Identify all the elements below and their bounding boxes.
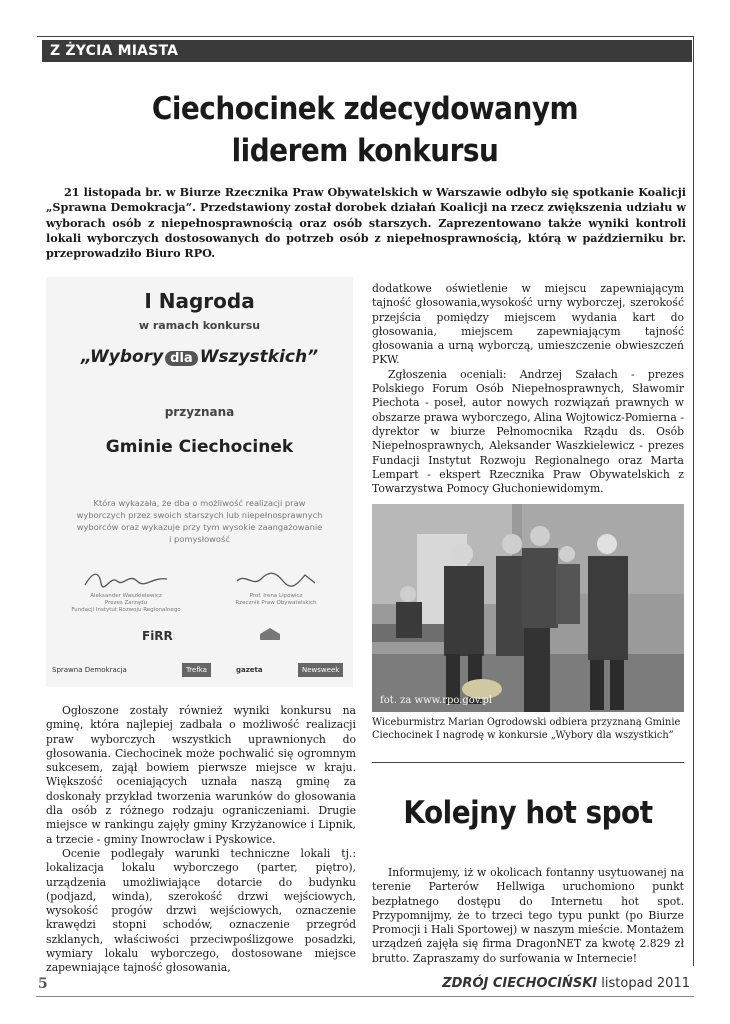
left-column-text (46, 704, 356, 976)
diploma-signature-1 (66, 569, 186, 614)
page-number: 5 (38, 976, 48, 992)
right-paragraph-1: dodatkowe oświetlenie w miejscu zapewniającym tajność głosowania,wysokość urny wyborczej, szerokość przejścia pomiędzy miejscem wydania kart do głosowania, miejscem zapewniającym tajność głosowania a urną wyborczą, umieszczenie obwieszczeń PKW. (372, 282, 684, 367)
article-lead: 21 listopada br. w Biurze Rzecznika Praw Obywatelskich w Warszawie odbyło się spotkanie Koalicji „Sprawna Demokracja”. Przedstawiony został dorobek działań Koalicji na rzecz zwiększenia udziału w wyborach osób z niepełnosprawnością oraz osób starszych. Zaprezentowano także wyniki kontroli lokali wyborczych dostosowanych do potrzeb osób z niepełnosprawnością, którą w październiku br. przeprowadziło Biuro RPO. (46, 185, 686, 261)
article-title-line-1: Ciechocinek zdecydowanym (151, 91, 579, 127)
photo-credit: fot. za www.rpo.gov.pl (380, 695, 493, 706)
signature-1-text: Aleksander Waszkielewicz Prezes Zarządu Fundacji Instytut Rozwoju Regionalnego (71, 593, 181, 613)
logo-newsweek: Newsweek (298, 663, 343, 677)
hotspot-article-title: Kolejny hot spot (403, 795, 653, 831)
article-title (40, 88, 690, 172)
signature-2-icon (231, 569, 321, 591)
diploma-awarded: przyznana (164, 405, 235, 419)
diploma-recipient: Gminie Ciechocinek (105, 437, 294, 457)
article-title-line-2: liderem konkursu (231, 133, 499, 169)
diploma-contest-before: „Wybory (80, 347, 164, 367)
publication-issue: listopad 2011 (601, 976, 690, 991)
rpo-emblem-icon (258, 627, 282, 641)
logo-trefka: Trefka (182, 663, 211, 677)
diploma-prize: I Nagroda (144, 289, 255, 313)
photo-caption: Wiceburmistrz Marian Ogrodowski odbiera przyznaną Gminie Ciechocinek I nagrodę w konkursie „Wybory dla wszystkich” (372, 717, 681, 741)
ceremony-photo-icon (372, 504, 684, 712)
hotspot-paragraph: Informujemy, iż w okolicach fontanny usytuowanej na terenie Parterów Hellwiga uruchomiono punkt bezpłatnego dostępu do Internetu hot spot. Przypomnijmy, że to trzeci tego typu punkt (po Biurze Promocji i Hali Sportowej) w naszym mieście. Montażem urządzeń zajęła się firma DragonNET za kwotę 2.829 zł brutto. Zapraszamy do surfowania w Internecie! (372, 866, 684, 965)
diploma-subtitle: w ramach konkursu (138, 319, 261, 332)
publication-name: ZDRÓJ CIECHOCIŃSKI (442, 976, 598, 991)
right-paragraph-2: Zgłoszenia oceniali: Andrzej Szałach - prezes Polskiego Forum Osób Niepełnosprawnych, Sławomir Piechota - poseł, autor nowych rozwiązań prawnych w obszarze prawa wyborczego, Alina Wojtowicz-Pomierna - dyrektor w biurze Pełnomocnika Rządu ds. Osób Niepełnosprawnych, Aleksander Waszkielewicz - prezes Fundacji Instytut Rozwoju Regionalnego oraz Marta Lempart - ekspert Rzecznika Praw Obywatelskich z Towarzystwa Pomocy Głuchoniewidomym. (372, 367, 684, 496)
diploma-signature-2 (216, 569, 336, 607)
diploma-description: Która wykazała, że dba o możliwość realizacji praw wyborczych przez swoich starszych lub niepełnosprawnych wyborców oraz wykazuje przy tym wysokie zaangażowanie i pomysłowość (76, 498, 323, 544)
sponsor-logos (52, 663, 347, 679)
signature-1-icon (81, 569, 171, 591)
award-diploma-image (46, 277, 353, 687)
hotspot-article-text (372, 866, 684, 966)
article-divider (372, 762, 684, 763)
section-label: Z ŻYCIA MIASTA (50, 43, 179, 59)
diploma-contest-after: Wszystkich” (199, 347, 319, 367)
firr-logo: FiRR (142, 629, 173, 643)
award-ceremony-photo (372, 504, 684, 712)
diploma-contest-name (46, 347, 353, 367)
diploma-contest-pill: dla (165, 351, 198, 366)
left-paragraph-1: Ogłoszone zostały również wyniki konkursu na gminę, która najlepiej zadbała o możliwość realizacji praw wyborczych wszystkich uprawnionych do głosowania. Ciechocinek może pochwalić się ogromnym sukcesem, zajął bowiem pierwsze miejsce w kraju. Większość oceniających uznała naszą gminę za doskonały przykład tworzenia warunków do głosowania dla osób z różnego rodzaju ograniczeniami. Drugie miejsce w rankingu zajęły gminy Krzyżanowice i Lipnik, a trzecie - gminy Inowrocław i Pyskowice. (46, 704, 356, 846)
left-paragraph-2: Ocenie podlegały warunki techniczne lokali tj.: lokalizacja lokalu wyborczego (parter, piętro), urządzenia umożliwiające dotarcie do budynku (podjazd, winda), szerokość drzwi wejściowych, wysokość progów drzwi wejściowych, oznaczenie krawędzi stopni schodów, oznaczenie przegród szklanych, właściwości przeciwpoślizgowe posadzki, wymiary lokalu wyborczego, dostosowane miejsce zapewniające tajność głosowania, (46, 846, 356, 975)
publication-footer (442, 976, 690, 991)
signature-2-text: Prof. Irena Lipowicz Rzecznik Praw Obywatelskich (235, 593, 317, 606)
right-column-text (372, 282, 684, 496)
logo-sprawna-demokracja: Sprawna Demokracja (52, 666, 127, 674)
footer-rule (36, 996, 694, 997)
logo-gazeta: gazeta (236, 666, 263, 674)
